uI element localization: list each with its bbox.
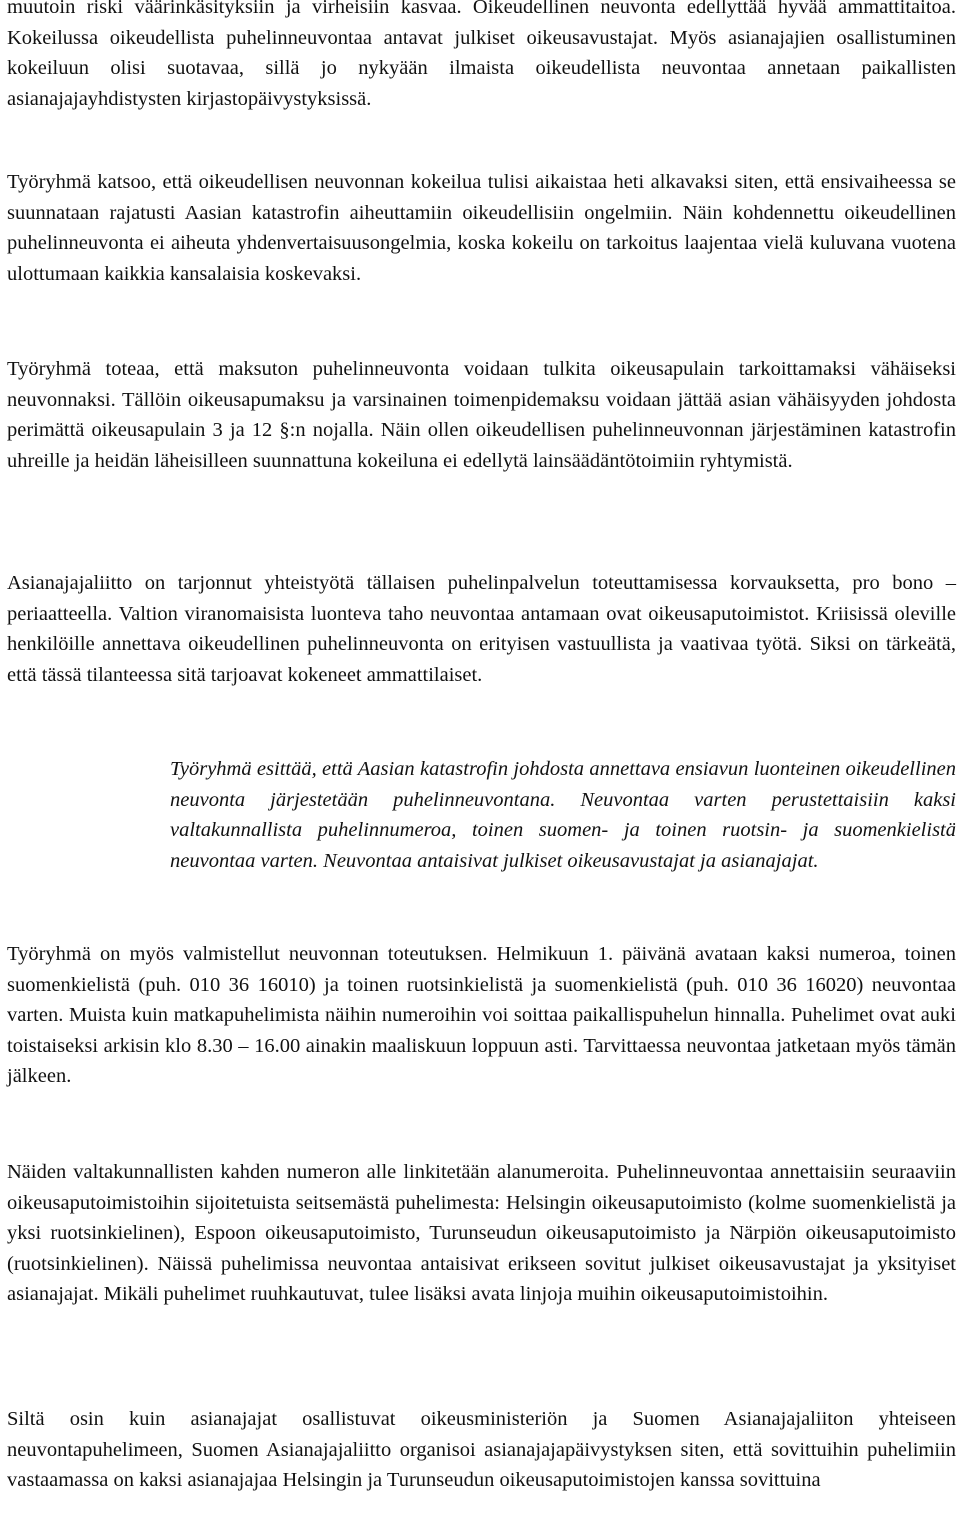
paragraph-free-phone-advice: Työryhmä toteaa, että maksuton puhelinneuvonta voidaan tulkita oikeusapulain tarkoittamaksi vähäiseksi neuvonnaksi. Tällöin oikeusapumaksu ja varsinainen toimenpidemaksu voidaan jättää asian vähäisyyden johdosta perimättä oikeusapulain 3 ja 12 §:n nojalla. Näin ollen oikeudellisen puhelinneuvonnan järjestäminen katastrofin uhreille ja heidän läheisilleen suunnattuna kokeiluna ei edellytä lainsäädäntötoimiin ryhtymistä. [7,358,956,472]
paragraph-extension-numbers: Näiden valtakunnallisten kahden numeron alle linkitetään alanumeroita. Puhelinneuvontaa annettaisiin seuraaviin oikeusaputoimistoihin sijoitetuista seitsemästä puhelimesta: Helsingin oikeusaputoimisto (kolme suomenkielistä ja yksi ruotsinkielinen), Espoon oikeusaputoimisto, Turunseudun oikeusaputoimisto ja Närpiön oikeusaputoimisto (ruotsinkielinen). Näissä puhelimissa neuvontaa antaisivat erikseen sovitut julkiset oikeusavustajat ja yksityiset asianajajat. Mikäli puhelimet ruuhkautuvat, tulee lisäksi avata linjoja muihin oikeusaputoimistoihin. [7,1161,956,1306]
paragraph-bar-association-offer: Asianajajaliitto on tarjonnut yhteistyötä tällaisen puhelinpalvelun toteuttamisessa korvauksetta, pro bono –periaatteella. Valtion viranomaisista luonteva taho neuvontaa antamaan ovat oikeusaputoimistot. Kriisissä oleville henkilöille annettava oikeudellinen puhelinneuvonta on erityisen vastuullista ja vaativaa työtä. Siksi on tärkeätä, että tässä tilanteessa sitä tarjoavat kokeneet ammattilaiset. [7,572,956,686]
paragraph-proposal-highlight: Työryhmä esittää, että Aasian katastrofin johdosta annettava ensiavun luonteinen oikeudellinen neuvonta järjestetään puhelinneuvontana. Neuvontaa varten perustettaisiin kaksi valtakunnallista puhelinnumeroa, toinen suomen- ja toinen ruotsin- ja suomenkielistä neuvontaa varten. Neuvontaa antaisivat julkiset oikeusavustajat ja asianajajat. [170,758,956,872]
paragraph-working-group-view: Työryhmä katsoo, että oikeudellisen neuvonnan kokeilua tulisi aikaistaa heti alkavaksi siten, että ensivaiheessa se suunnataan rajatusti Aasian katastrofin aiheuttamiin oikeudellisiin ongelmiin. Näin kohdennettu oikeudellinen puhelinneuvonta ei aiheuta yhdenvertaisuusongelmia, koska kokeilu on tarkoitus laajentaa vielä kuluvana vuotena ulottumaan kaikkia kansalaisia koskevaksi. [7,171,956,285]
paragraph-lawyer-duty: Siltä osin kuin asianajajat osallistuvat oikeusministeriön ja Suomen Asianajajaliiton yhteiseen neuvontapuhelimeen, Suomen Asianajajaliitto organisoi asianajajapäivystyksen siten, että sovittuihin puhelimiin vastaamassa on kaksi asianajajaa Helsingin ja Turunseudun oikeusaputoimistojen kanssa sovittuina [7,1408,956,1492]
paragraph-implementation: Työryhmä on myös valmistellut neuvonnan toteutuksen. Helmikuun 1. päivänä avataan kaksi numeroa, toinen suomenkielistä (puh. 010 36 16010) ja toinen ruotsinkielistä ja suomenkielistä (puh. 010 36 16020) neuvontaa varten. Muista kuin matkapuhelimista näihin numeroihin voi soittaa paikallispuhelun hinnalla. Puhelimet ovat auki toistaiseksi arkisin klo 8.30 – 16.00 ainakin maaliskuun loppuun asti. Tarvittaessa neuvontaa jatketaan myös tämän jälkeen. [7,943,956,1088]
paragraph-legal-advice-continuation: muutoin riski väärinkäsityksiin ja virheisiin kasvaa. Oikeudellinen neuvonta edellyttää hyvää ammattitaitoa. Kokeilussa oikeudellista puhelinneuvontaa antavat julkiset oikeusavustajat. Myös asianajajien osallistuminen kokeiluun olisi suotavaa, sillä jo nykyään ilmaista oikeudellista neuvontaa annetaan paikallisten asianajajayhdistysten kirjastopäivystyksissä. [7,0,956,110]
